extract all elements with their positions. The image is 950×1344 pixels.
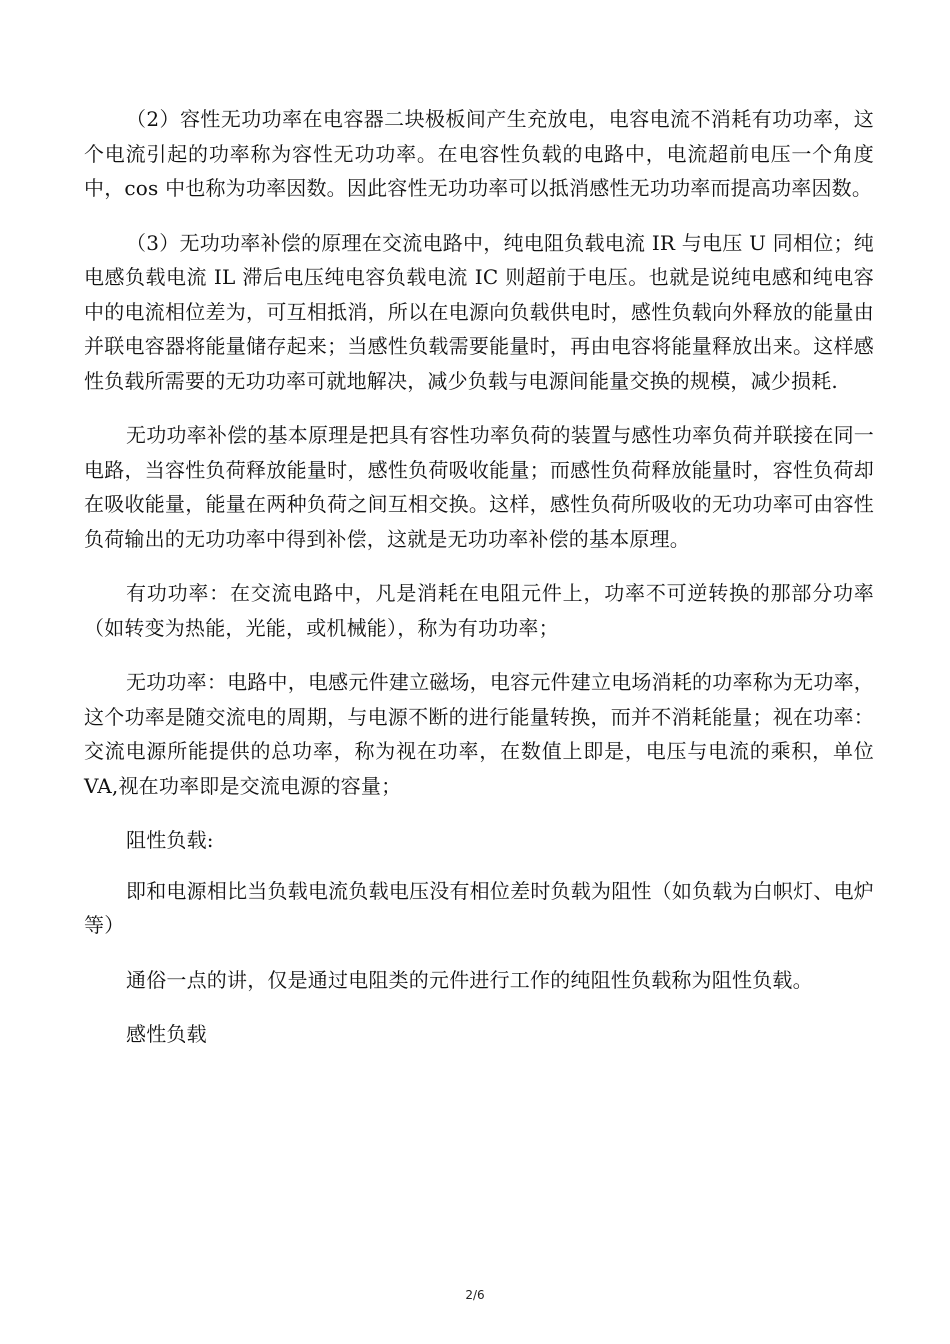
- paragraph-resistive-load-definition: 即和电源相比当负载电流负载电压没有相位差时负载为阻性（如负载为白帜灯、电炉等）: [84, 878, 874, 937]
- paragraph-active-power: 有功功率：在交流电路中，凡是消耗在电阻元件上，功率不可逆转换的那部分功率（如转变为热能，光能，或机械能），称为有功功率；: [84, 581, 874, 640]
- heading-inductive-load: 感性负载: [126, 1022, 207, 1046]
- page-body: [84, 102, 874, 1068]
- paragraph-capacitive-reactive-power: （2）容性无功功率在电容器二块极板间产生充放电，电容电流不消耗有功功率，这个电流引起的功率称为容性无功功率。在电容性负载的电路中，电流超前电压一个角度中，cos 中也称为功率因数。因此容性无功功率可以抵消感性无功功率而提高功率因数。: [84, 107, 874, 200]
- page-number: 2/6: [465, 1288, 485, 1302]
- paragraph-resistive-load-plain: 通俗一点的讲，仅是通过电阻类的元件进行工作的纯阻性负载称为阻性负载。: [126, 967, 813, 992]
- paragraph-basic-principle: 无功功率补偿的基本原理是把具有容性功率负荷的装置与感性功率负荷并联接在同一电路，当容性负荷释放能量时，感性负荷吸收能量；而感性负荷释放能量时，容性负荷却在吸收能量，能量在两种负荷之间互相交换。这样，感性负荷所吸收的无功功率可由容性负荷输出的无功功率中得到补偿，这就是无功功率补偿的基本原理。: [84, 423, 874, 551]
- paragraph-compensation-principle-ac: （3）无功功率补偿的原理在交流电路中，纯电阻负载电流 IR 与电压 U 同相位；纯电感负载电流 IL 滞后电压纯电容负载电流 IC 则超前于电压。也就是说纯电感和纯电容中的电流相位差为，可互相抵消，所以在电源向负载供电时，感性负载向外释放的能量由并联电容器将能量储存起来；当感性负载需要能量时，再由电容将能量释放出来。这样感性负载所需要的无功功率可就地解决，减少负载与电源间能量交换的规模，减少损耗.: [84, 230, 874, 393]
- paragraph-reactive-power: 无功功率：电路中，电感元件建立磁场，电容元件建立电场消耗的功率称为无功率，这个功率是随交流电的周期，与电源不断的进行能量转换，而并不消耗能量；视在功率：交流电源所能提供的总功率，称为视在功率，在数值上即是，电压与电流的乘积，单位 VA,视在功率即是交流电源的容量；: [84, 670, 874, 798]
- heading-resistive-load: 阻性负载:: [126, 828, 214, 852]
